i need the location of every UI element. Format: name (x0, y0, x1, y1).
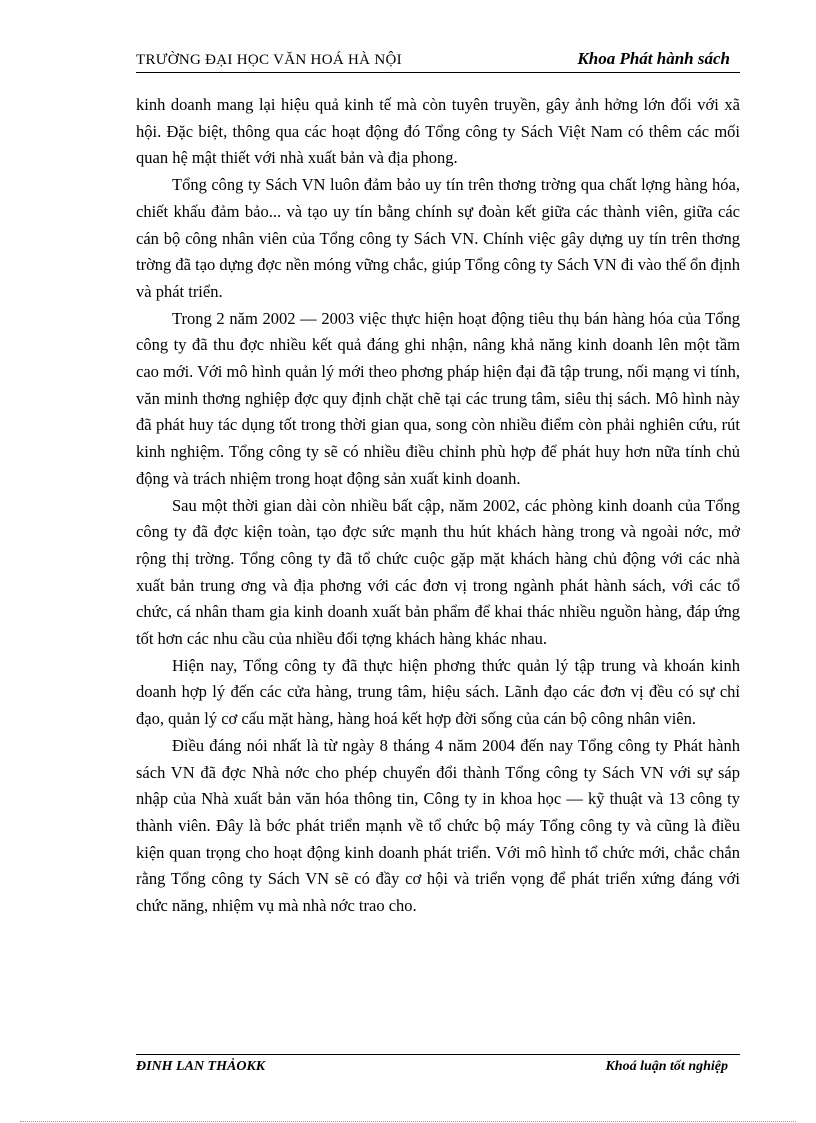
footer-author-name: ĐINH LAN THẢOKK (136, 1059, 266, 1074)
page-header (136, 48, 740, 73)
body-text (136, 92, 740, 920)
paragraph-6: Điều đáng nói nhất là từ ngày 8 tháng 4 năm 2004 đến nay Tổng công ty Phát hành sách VN đã đợc Nhà nớc cho phép chuyển đổi thành Tổng công ty Sách VN với sự sáp nhập của Nhà xuất bản văn hóa thông tin, Công ty in khoa học — kỹ thuật và 13 công ty thành viên. Đây là bớc phát triển mạnh về tổ chức bộ máy Tổng công ty và cũng là điều kiện quan trọng cho hoạt động kinh doanh phát triển. Với mô hình tổ chức mới, chắc chắn rằng Tổng công ty Sách VN sẽ có đầy cơ hội và triển vọng để phát triển xứng đáng với chức năng, nhiệm vụ mà nhà nớc trao cho. (136, 735, 740, 916)
page-edge-divider (20, 1121, 796, 1122)
paragraph-1: kinh doanh mang lại hiệu quả kinh tế mà còn tuyên truyền, gây ảnh hởng lớn đối với xã hội. Đặc biệt, thông qua các hoạt động đó Tổng công ty Sách Việt Nam có thêm các mối quan hệ mật thiết với nhà xuất bản và địa phong. (136, 95, 740, 168)
paragraph-3: Trong 2 năm 2002 — 2003 việc thực hiện hoạt động tiêu thụ bán hàng hóa của Tổng công ty đã thu đợc nhiều kết quả đáng ghi nhận, nâng khả năng kinh doanh lên một tầm cao mới. Với mô hình quản lý mới theo phơng pháp hiện đại đã tập trung, nối mạng vi tính, văn minh thơng nghiệp đợc quy định chặt chẽ tại các trung tâm, siêu thị sách. Mô hình này đã phát huy tác dụng tốt trong thời gian qua, song còn nhiều điểm còn phải nghiên cứu, rút kinh nghiệm. Tổng công ty sẽ có nhiều điều chỉnh phù hợp để phát huy hơn nữa tính chủ động và trách nhiệm trong hoạt động sản xuất kinh doanh. (136, 308, 740, 488)
page-footer (136, 1054, 740, 1081)
paragraph-5: Hiện nay, Tổng công ty đã thực hiện phơng thức quản lý tập trung và khoán kinh doanh hợp lý đến các cửa hàng, trung tâm, hiệu sách. Lãnh đạo các đơn vị đều có sự chỉ đạo, quản lý cơ cấu mặt hàng, hàng hoá kết hợp đời sống của cán bộ công nhân viên. (136, 655, 740, 729)
header-faculty-name: Khoa Phát hành sách (577, 49, 730, 68)
paragraph-2: Tổng công ty Sách VN luôn đảm bảo uy tín trên thơng trờng qua chất lợng hàng hóa, chiết khấu đảm bảo... và tạo uy tín bằng chính sự đoàn kết giữa các thành viên, giữa các cán bộ công nhân viên của Tổng công ty Sách VN. Chính việc gây dựng uy tín trên thơng trờng đã tạo dựng đợc nền móng vững chắc, giúp Tổng công ty Sách VN đi vào thế ổn định và phát triển. (136, 175, 740, 301)
footer-thesis-label: Khoá luận tốt nghiệp (605, 1059, 728, 1074)
header-university-name: TRƯỜNG ĐẠI HỌC VĂN HOÁ HÀ NỘI (136, 52, 402, 68)
paragraph-4: Sau một thời gian dài còn nhiều bất cập, năm 2002, các phòng kinh doanh của Tổng công ty đã đợc kiện toàn, tạo đợc sức mạnh thu hút khách hàng trong và ngoài nớc, mở rộng thị trờng. Tổng công ty đã tổ chức cuộc gặp mặt khách hàng chủ động với các nhà xuất bản trung ơng và địa phơng với các đơn vị trong ngành phát hành sách, với các tổ chức, cá nhân tham gia kinh doanh xuất bản phẩm để khai thác nhiều nguồn hàng, đáp ứng tốt hơn các nhu cầu của nhiều đối tợng khách hàng khác nhau. (136, 495, 740, 649)
